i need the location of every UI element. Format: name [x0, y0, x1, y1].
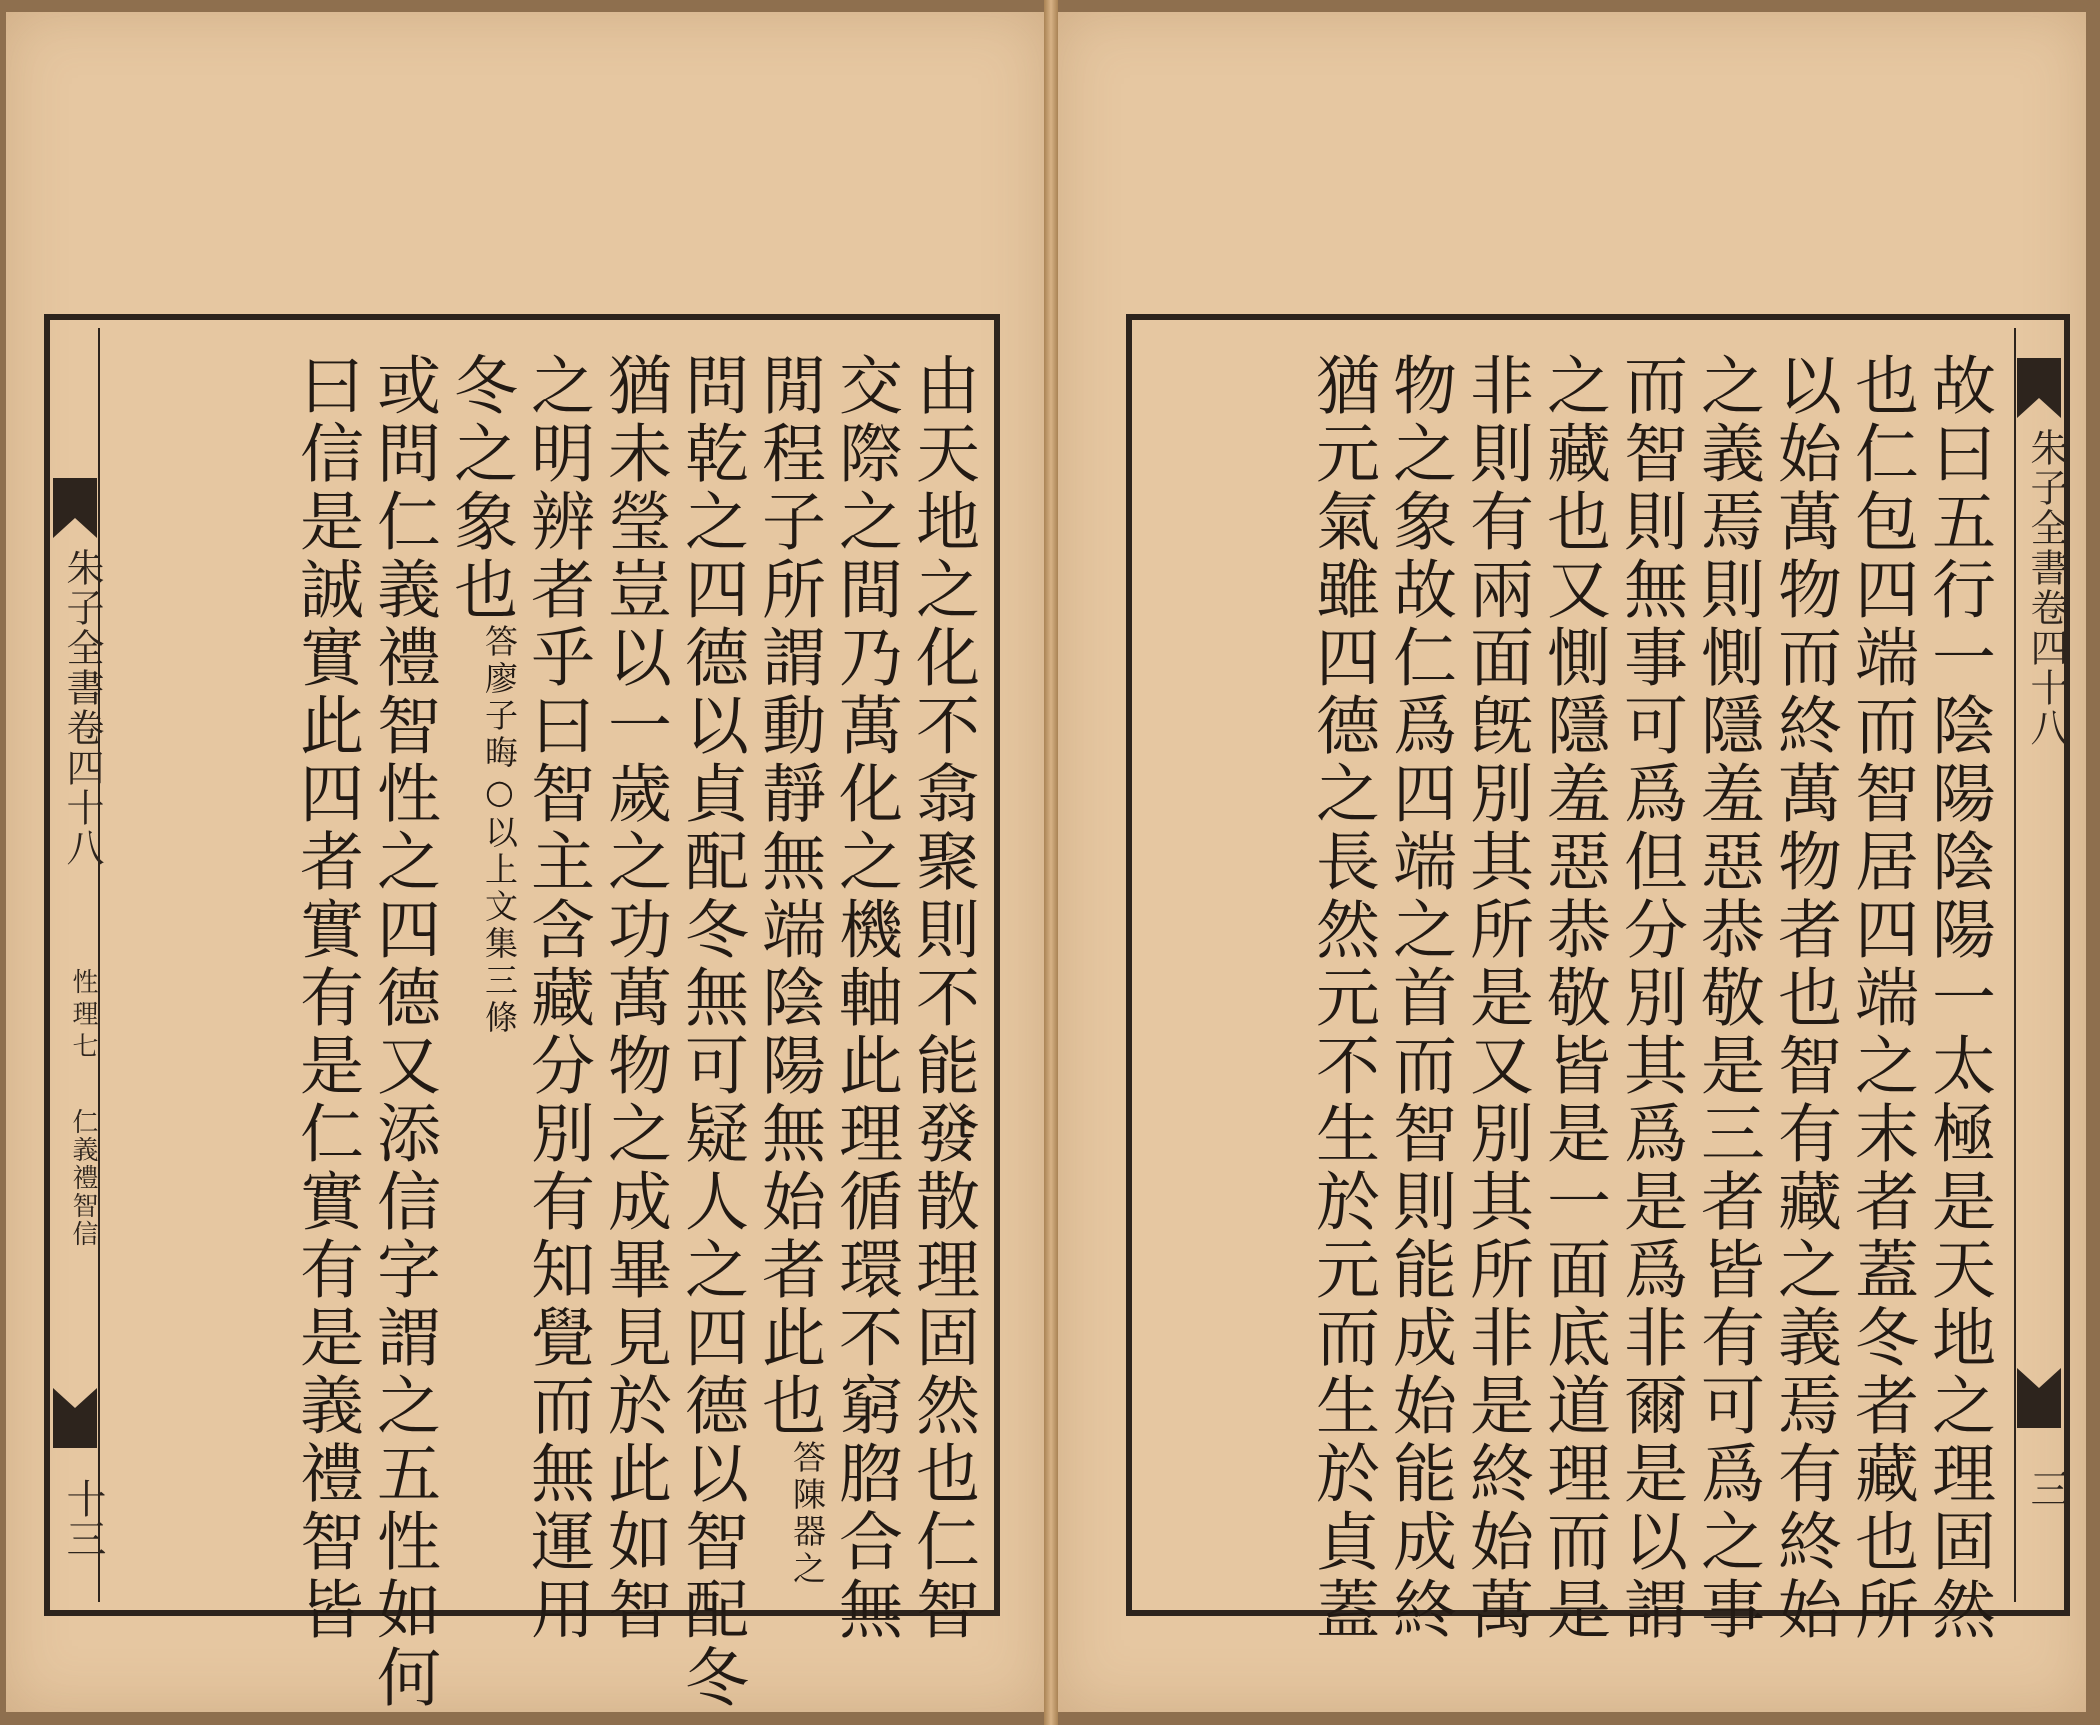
right-page-frame [1126, 314, 2070, 1644]
right-page-text [1146, 352, 1996, 1644]
text-column: 物之象故仁爲四端之首而智則能成始能成終 [1382, 352, 1456, 1644]
text-column: 由天地之化不翕聚則不能發散理固然也仁智 [905, 352, 979, 1644]
interlinear-note: 答陳器之 [788, 1440, 827, 1588]
fishtail-top-icon [2017, 358, 2061, 418]
fishtail-top-icon [53, 478, 97, 538]
text-column: 猶未瑩豈以一歲之功萬物之成畢見於此如智 [597, 352, 671, 1644]
text-column: 之明辨者乎曰智主含藏分別有知覺而無運用 [520, 352, 594, 1644]
fishtail-bottom-icon [2017, 1368, 2061, 1428]
left-strip-title: 朱子全書卷四十八 [60, 548, 104, 868]
left-page-center-strip [53, 328, 106, 1602]
left-strip-topic: 仁義禮智信 [68, 1108, 98, 1248]
text-column: 猶元氣雖四德之長然元不生於元而生於貞蓋 [1305, 352, 1379, 1644]
left-strip-section: 性理七 [68, 968, 98, 1064]
left-page-frame [44, 314, 1000, 1712]
text-column: 閒程子所謂動靜無端陰陽無始者此也答陳器之 [751, 352, 827, 1588]
left-folio-number: 十三 [60, 1478, 106, 1558]
text-column: 故曰五行一陰陽陰陽一太極是天地之理固然 [1921, 352, 1995, 1644]
text-column: 問乾之四德以貞配冬無可疑人之四德以智配冬 [674, 352, 748, 1712]
left-page-text [120, 352, 980, 1712]
fishtail-bottom-icon [53, 1388, 97, 1448]
text-column: 冬之象也答廖子晦○以上文集三條 [443, 352, 519, 1037]
text-column: 之義焉則惻隱羞惡恭敬是三者皆有可爲之事 [1690, 352, 1764, 1644]
left-page-strip-rule [98, 328, 100, 1602]
text-column: 非則有兩面旣別其所是又別其所非是終始萬 [1459, 352, 1533, 1644]
text-column: 或問仁義禮智性之四德又添信字謂之五性如何 [366, 352, 440, 1712]
text-column: 而智則無事可爲但分別其爲是爲非爾是以謂 [1613, 352, 1687, 1644]
text-column: 以始萬物而終萬物者也智有藏之義焉有終始 [1767, 352, 1841, 1644]
right-page-strip-rule [2014, 328, 2016, 1602]
text-column: 曰信是誠實此四者實有是仁實有是義禮智皆 [289, 352, 363, 1644]
right-page-center-strip [2017, 328, 2070, 1602]
book-gutter [1044, 0, 1058, 1725]
text-column: 交際之間乃萬化之機軸此理循環不窮脗合無 [828, 352, 902, 1644]
left-page [6, 12, 1044, 1712]
right-strip-title: 朱子全書卷四十八 [2024, 428, 2068, 748]
interlinear-note: 答廖子晦○以上文集三條 [480, 624, 519, 1037]
text-column: 也仁包四端而智居四端之末者蓋冬者藏也所 [1844, 352, 1918, 1644]
right-page [1058, 12, 2086, 1712]
right-folio-number: 三 [2024, 1468, 2070, 1508]
text-column: 之藏也又惻隱羞惡恭敬皆是一面底道理而是 [1536, 352, 1610, 1644]
